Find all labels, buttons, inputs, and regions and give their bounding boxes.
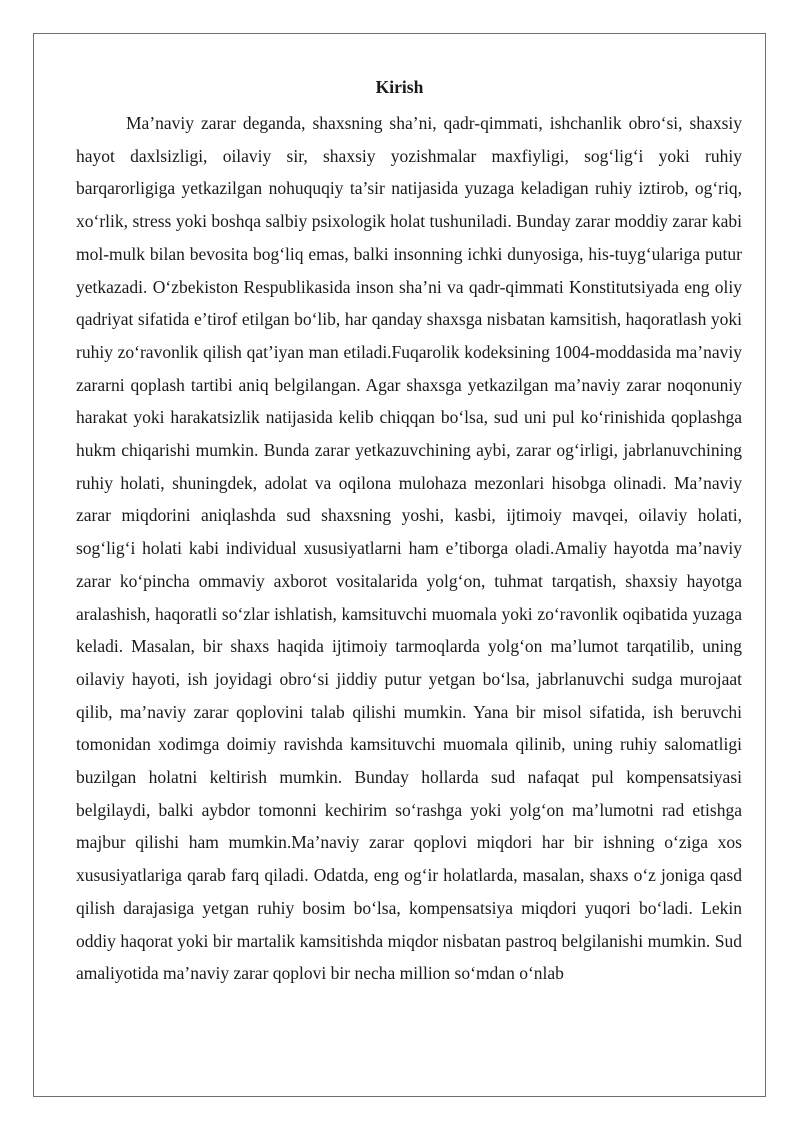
body-paragraph: Ma’naviy zarar deganda, shaxsning sha’ni, qadr-qimmati, ishchanlik obro‘si, shaxsiy hayot daxlsizligi, oilaviy sir, shaxsiy yozishmalar maxfiyligi, sog‘lig‘i yoki ruhiy barqarorligiga yetkazilgan nohuquqiy ta’sir natijasida yuzaga keladigan ruhiy iztirob, og‘riq, xo‘rlik, stress yoki boshqa salbiy psixologik holat tushuniladi. Bunday zarar moddiy zarar kabi mol-mulk bilan bevosita bog‘liq emas, balki insonning ichki dunyosiga, his-tuyg‘ulariga putur yetkazadi. O‘zbekiston Respublikasida inson sha’ni va qadr-qimmati Konstitutsiyada eng oliy qadriyat sifatida e’tirof etilgan bo‘lib, har qanday shaxsga nisbatan kamsitish, haqoratlash yoki ruhiy zo‘ravonlik qilish qat’iyan man etiladi.Fuqarolik kodeksining 1004-moddasida ma’naviy zararni qoplash tartibi aniq belgilangan. Agar shaxsga yetkazilgan ma’naviy zarar noqonuniy harakat yoki harakatsizlik natijasida kelib chiqqan bo‘lsa, sud uni pul ko‘rinishida qoplashga hukm chiqarishi mumkin. Bunda zarar yetkazuvchining aybi, zarar og‘irligi, jabrlanuvchining ruhiy holati, shuningdek, adolat va oqilona mulohaza mezonlari hisobga olinadi. Ma’naviy zarar miqdorini aniqlashda sud shaxsning yoshi, kasbi, ijtimoiy mavqei, oilaviy holati, sog‘lig‘i holati kabi individual xususiyatlarni ham e’tiborga oladi.Amaliy hayotda ma’naviy zarar ko‘pincha ommaviy axborot vositalarida yolg‘on, tuhmat tarqatish, shaxsiy hayotga aralashish, haqoratli so‘zlar ishlatish, kamsituvchi muomala yoki zo‘ravonlik oqibatida yuzaga keladi. Masalan, bir shaxs haqida ijtimoiy tarmoqlarda yolg‘on ma’lumot tarqatilib, uning oilaviy hayoti, ish joyidagi obro‘si jiddiy putur yetgan bo‘lsa, jabrlanuvchi sudga murojaat qilib, ma’naviy zarar qoplovini talab qilishi mumkin. Yana bir misol sifatida, ish beruvchi tomonidan xodimga doimiy ravishda kamsituvchi muomala qilinib, uning ruhiy salomatligi buzilgan holatni keltirish mumkin. Bunday hollarda sud nafaqat pul kompensatsiyasi belgilaydi, balki aybdor tomonni kechirim so‘rashga yoki yolg‘on ma’lumotni rad etishga majbur qilishi ham mumkin.Ma’naviy zarar qoplovi miqdori har bir ishning o‘ziga xos xususiyatlariga qarab farq qiladi. Odatda, eng og‘ir holatlarda, masalan, shaxs o‘z joniga qasd qilish darajasiga yetgan ruhiy bosim bo‘lsa, kompensatsiya miqdori yuqori bo‘ladi. Lekin oddiy haqorat yoki bir martalik kamsitishda miqdor nisbatan pastroq belgilanishi mumkin. Sud amaliyotida ma’naviy zarar qoplovi bir necha million so‘mdan o‘nlab	[76, 113, 742, 984]
page-title: Kirish	[375, 77, 424, 97]
